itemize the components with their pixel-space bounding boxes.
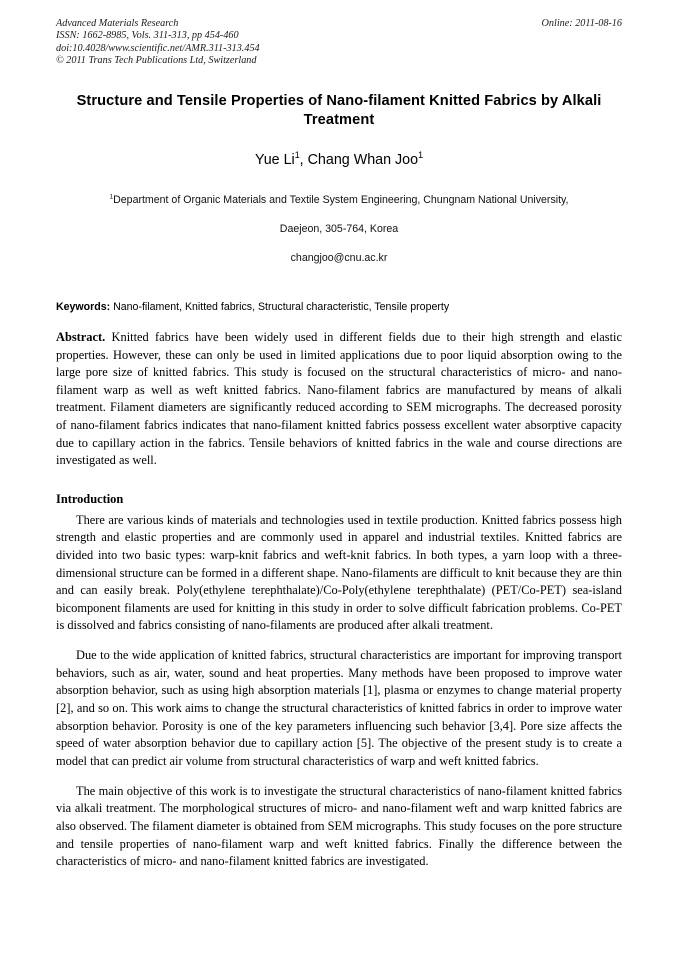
online-publication-date: Online: 2011-08-16 bbox=[541, 18, 622, 29]
affiliation-line-2: Daejeon, 305-764, Korea bbox=[279, 223, 399, 235]
affiliation-marker: 1 bbox=[109, 193, 114, 201]
abstract-text: Knitted fabrics have been widely used in different fields due to their high strength and elastic properties. However, these can only be used in limited applications due to poor liquid absorption owing to the large pore size of knitted fabrics. This study is focused on the structural characteristics of micro- and nano-filament warp as well as weft knitted fabrics. Nano-filament fabrics are manufactured by means of alkali treatment. Filament diameters are significantly reduced according to SEM micrographs. The decreased porosity of nano-filament fabrics indicates that nano-filament knitted fabrics possess excellent water absorptive capacity due to capillary action in the fabrics. Tensile behaviors of knitted fabrics in the wale and course directions are investigated as well. bbox=[56, 330, 622, 468]
keywords-block bbox=[56, 300, 622, 315]
affiliation-line-1 bbox=[56, 186, 622, 215]
affiliation-text: Department of Organic Materials and Textile System Engineering, Chungnam National University, bbox=[113, 194, 569, 206]
issn-volume-pages: ISSN: 1662-8985, Vols. 311-313, pp 454-460 bbox=[56, 30, 239, 42]
section-heading-introduction: Introduction bbox=[56, 491, 124, 506]
author-list bbox=[56, 151, 622, 169]
author-name-1: Yue Li bbox=[254, 152, 295, 168]
introduction-paragraph-1: There are various kinds of materials and technologies used in textile production. Knitted fabrics possess high strength and elastic properties and are commonly used in apparel and industrial textiles. Knitted fabrics are divided into two basic types: warp-knit fabrics and weft-knit fabrics. In both types, a yarn loop with a three-dimensional structure can be formed in a different shape. Nano-filaments are difficult to knit because they are thin and can easily break. Poly(ethylene terephthalate)/Co-Poly(ethylene terephthalate) (PET/Co-PET) sea-island bicomponent filaments are used for knitting in this study in order to solve difficult fabrication problems. Co-PET is dissolved and fabrics consisting of nano-filaments are produced after alkali treatment. bbox=[56, 512, 622, 633]
affiliation-block bbox=[56, 186, 622, 273]
author-affiliation-marker-1: 1 bbox=[294, 150, 300, 161]
corresponding-email[interactable]: changjoo@cnu.ac.kr bbox=[290, 252, 388, 264]
copyright-line: © 2011 Trans Tech Publications Ltd, Switzerland bbox=[56, 55, 257, 67]
journal-name: Advanced Materials Research bbox=[56, 18, 179, 29]
abstract-block bbox=[56, 329, 622, 470]
page-title: Structure and Tensile Properties of Nano-filament Knitted Fabrics by Alkali Treatment bbox=[76, 93, 602, 128]
author-affiliation-marker-2: 1 bbox=[418, 150, 424, 161]
author-separator: , bbox=[299, 152, 308, 168]
keywords-label: Keywords: bbox=[56, 301, 111, 313]
introduction-paragraph-3: The main objective of this work is to investigate the structural characteristics of nano-filament knitted fabrics via alkali treatment. The morphological structures of micro- and nano-filament weft and warp knitted fabrics are also observed. The filament diameter is obtained from SEM micrographs. This study focuses on the pore structure and tensile properties of nano-filament warp and weft knitted fabrics. Finally the difference between the characteristics of micro- and nano-filament knitted fabrics are investigated. bbox=[56, 783, 622, 869]
doi-line: doi:10.4028/www.scientific.net/AMR.311-313.454 bbox=[56, 42, 260, 54]
introduction-paragraph-2: Due to the wide application of knitted fabrics, structural characteristics are important for improving transport behaviors, such as air, water, sound and heat properties. Many methods have been proposed to improve water absorption behavior, such as using high absorption materials [1], plasma or enzymes to change material property [2], and so on. This work aims to change the structural characteristics of knitted fabrics in order to improve water absorption behavior. Porosity is one of the key parameters influencing such behavior [3,4]. Pore size affects the speed of water absorption behavior due to capillary action [5]. The objective of the present study is to create a model that can predict air volume from structural characteristics of warp and weft knitted fabrics. bbox=[56, 648, 622, 768]
journal-header bbox=[56, 18, 622, 70]
abstract-label: Abstract. bbox=[56, 330, 106, 344]
keywords-value: Nano-filament, Knitted fabrics, Structural characteristic, Tensile property bbox=[113, 301, 450, 313]
journal-metadata bbox=[56, 18, 622, 68]
author-name-2: Chang Whan Joo bbox=[307, 152, 419, 168]
